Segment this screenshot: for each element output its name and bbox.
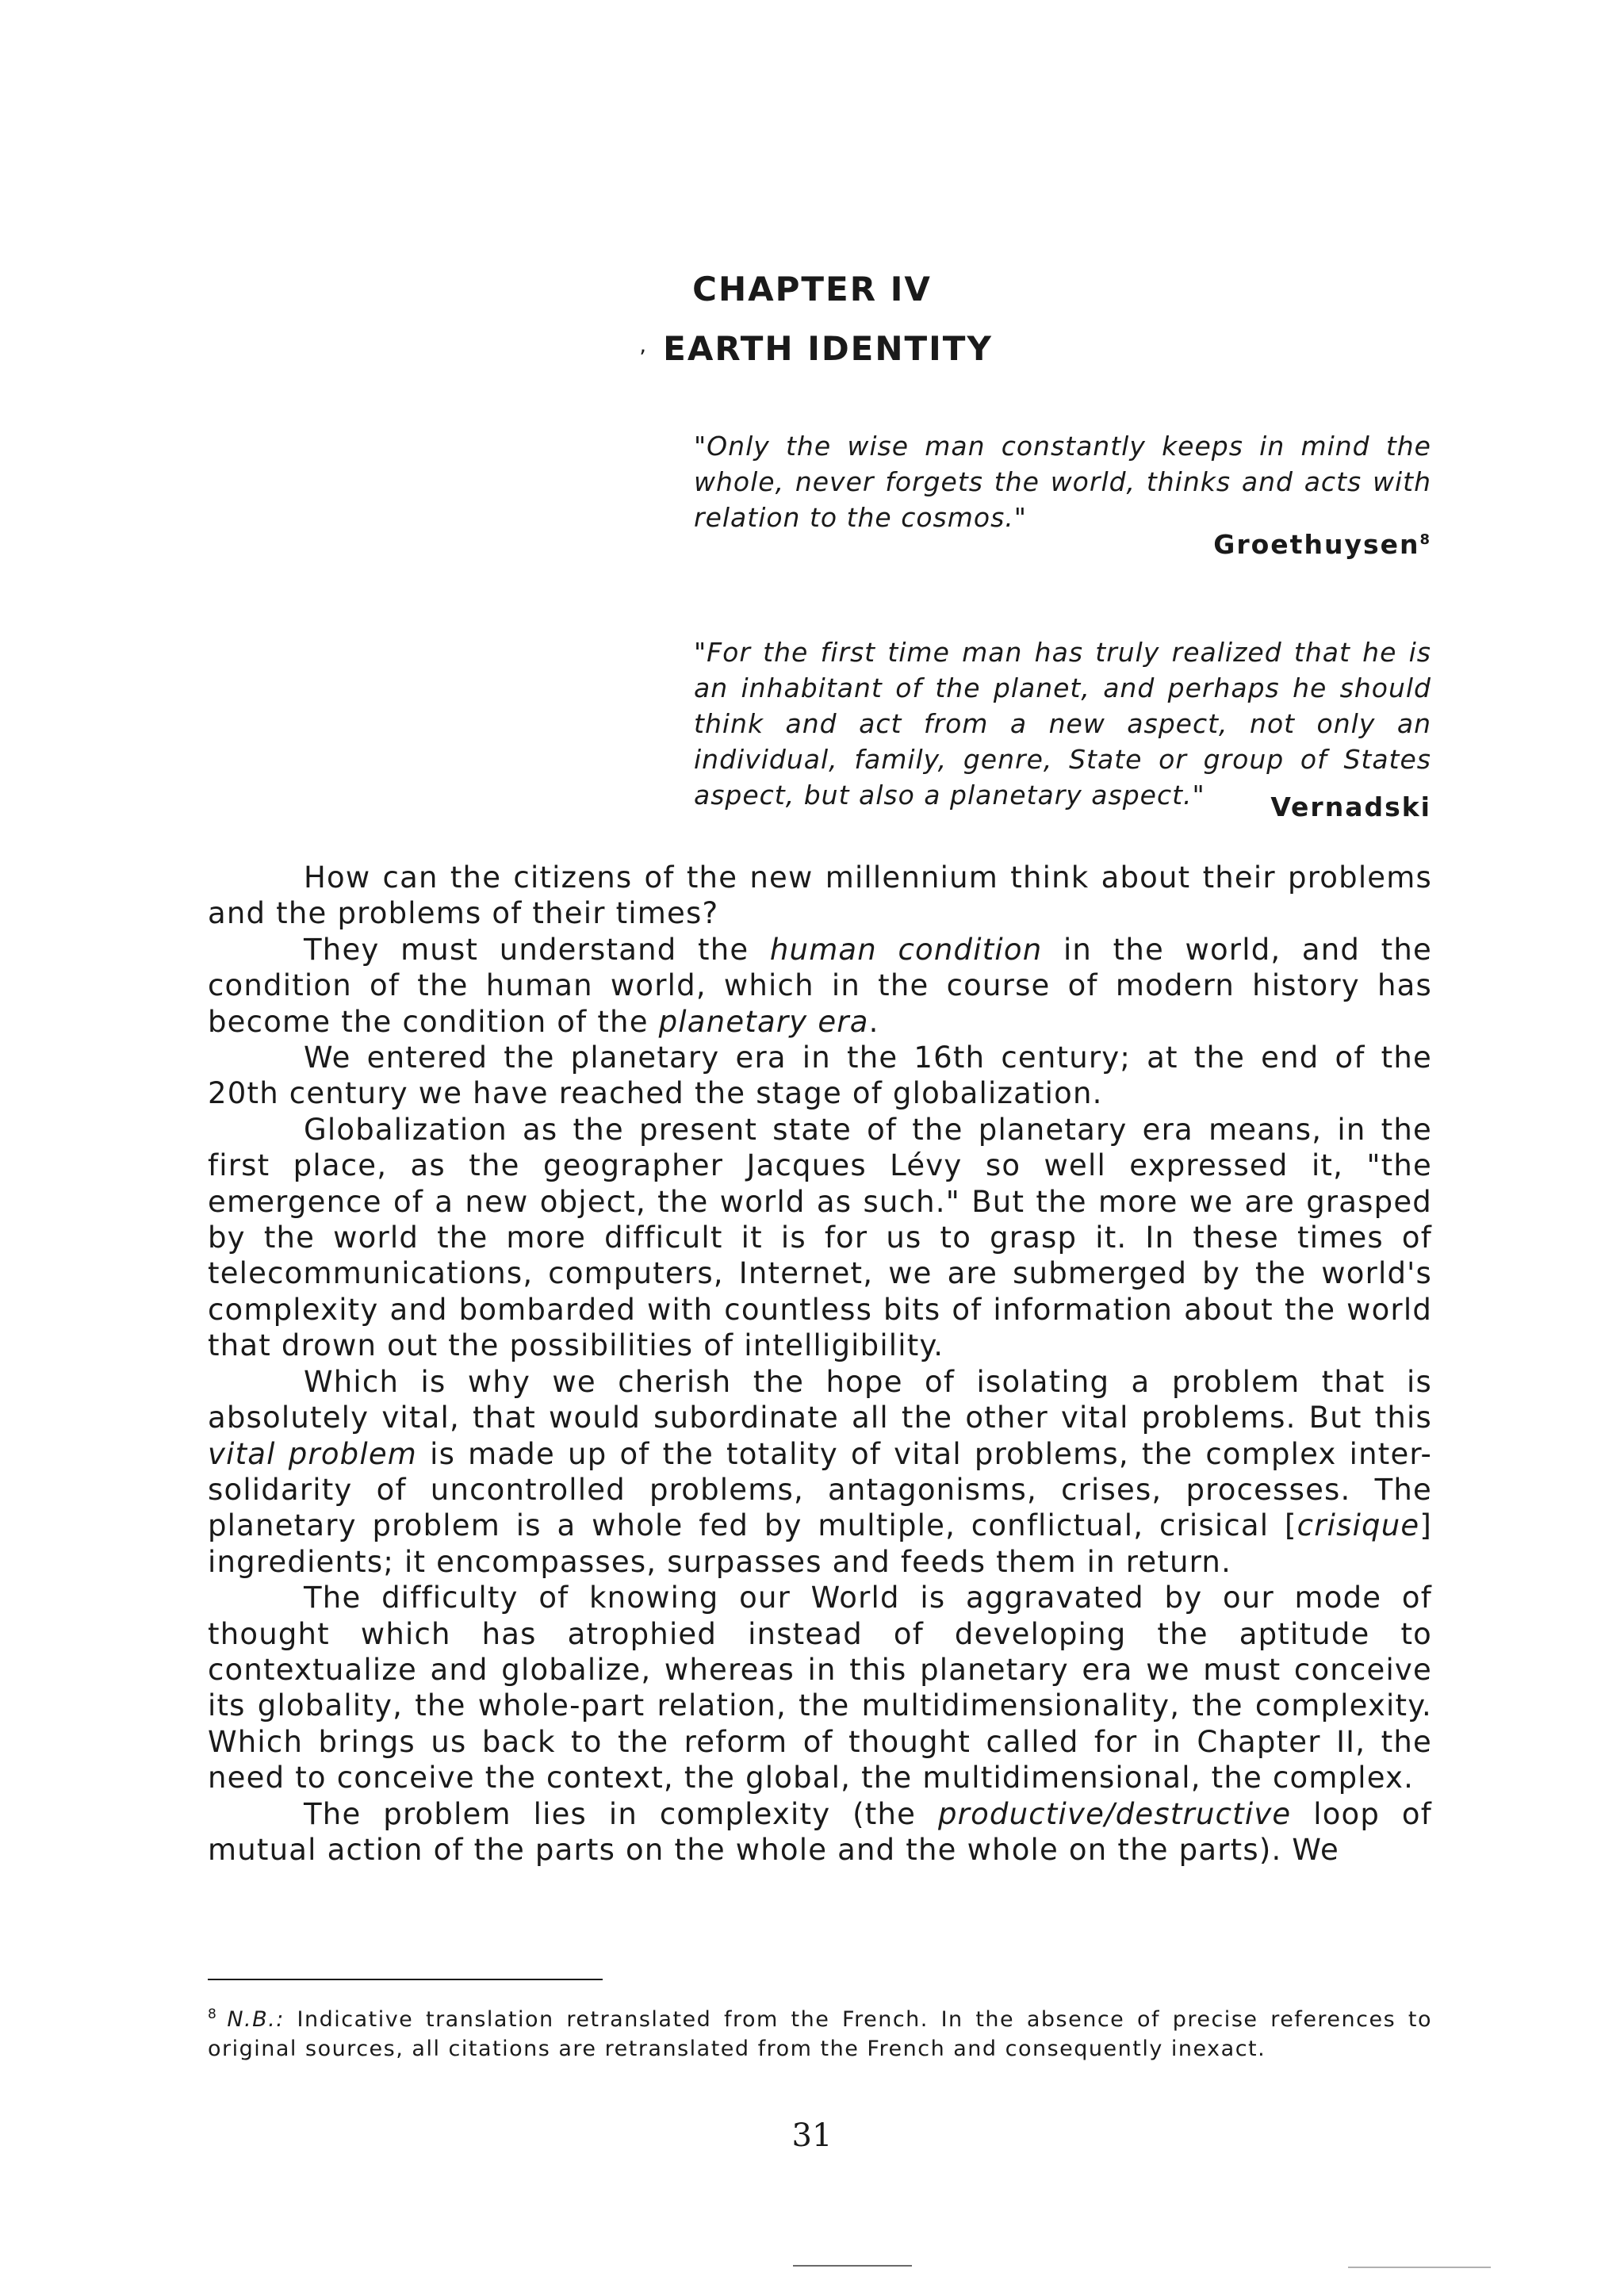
epigraph-author-2: Vernadski [1270, 791, 1431, 822]
scan-mark: ʼ [639, 345, 646, 371]
epigraph-author-1: Groethuysen$^8$ [1213, 529, 1431, 560]
paragraph: The difficulty of knowing our World is aggravated by our mode of thought which has atrophied instead of developing the aptitude to contextualize and globalize, whereas in this planetary era we must conceive its globality, the whole-part relation, the multidimensionality, the complexity. Which brings us back to the reform of thought called for in Chapter II, the need to conceive the context, the global, the multidimensional, the complex. [208, 1581, 1432, 1795]
paragraph: The problem lies in complexity (the productive/destructive loop of mutual action of the parts on the whole and the whole on the parts). We [208, 1796, 1432, 1867]
chapter-number: CHAPTER IV [692, 270, 932, 308]
footnote-marker: 8 [208, 2006, 218, 2022]
paragraph: We entered the planetary era in the 16th century; at the end of the 20th century we have reached the stage of globalization. [208, 1040, 1432, 1111]
footnote-label: N.B.: [227, 2007, 285, 2032]
epigraph-quote-2: "For the first time man has truly realized that he is an inhabitant of the planet, and perhaps he should think and act from a new aspect, not only an individual, family, genre, State or group of States aspect, but also a planetary aspect." [694, 637, 1431, 811]
chapter-title: EARTH IDENTITY [663, 329, 993, 368]
paragraph: How can the citizens of the new millennium think about their problems and the problems of their times? [208, 860, 1432, 931]
footnote-ref: 8 [1419, 531, 1431, 548]
scan-artifact [1348, 2267, 1491, 2268]
paragraph: Which is why we cherish the hope of isolating a problem that is absolutely vital, that would subordinate all the other vital problems. But this vital problem is made up of the totality of vital problems, the complex inter-solidarity of uncontrolled problems, antagonisms, crises, processes. The planetary problem is a whole fed by multiple, conflictual, crisical [crisique] ingredients; it encompasses, surpasses and feeds them in return. [208, 1364, 1433, 1579]
footnote-text: Indicative translation retranslated from the French. In the absence of precise references to original sources, all citations are retranslated from the French and consequently inexact. [208, 2007, 1432, 2061]
footnote-divider [208, 1979, 603, 1980]
epigraph-quote-1: "Only the wise man constantly keeps in mind the whole, never forgets the world, thinks and acts with relation to the cosmos." [694, 431, 1431, 533]
body-text [208, 860, 1432, 1868]
page-number: 31 [791, 2117, 833, 2154]
footnote [208, 2000, 1432, 2064]
paragraph: Globalization as the present state of the planetary era means, in the first place, as the geographer Jacques Lévy so well expressed it, "the emergence of a new object, the world as such." But the more we are grasped by the world the more difficult it is for us to grasp it. In these times of telecommunications, computers, Internet, we are submerged by the world's complexity and bombarded with countless bits of information about the world that drown out the possibilities of intelligibility. [208, 1112, 1432, 1363]
scan-artifact [793, 2265, 912, 2267]
paragraph: They must understand the human condition in the world, and the condition of the human world, which in the course of modern history has become the condition of the planetary era. [208, 932, 1432, 1039]
